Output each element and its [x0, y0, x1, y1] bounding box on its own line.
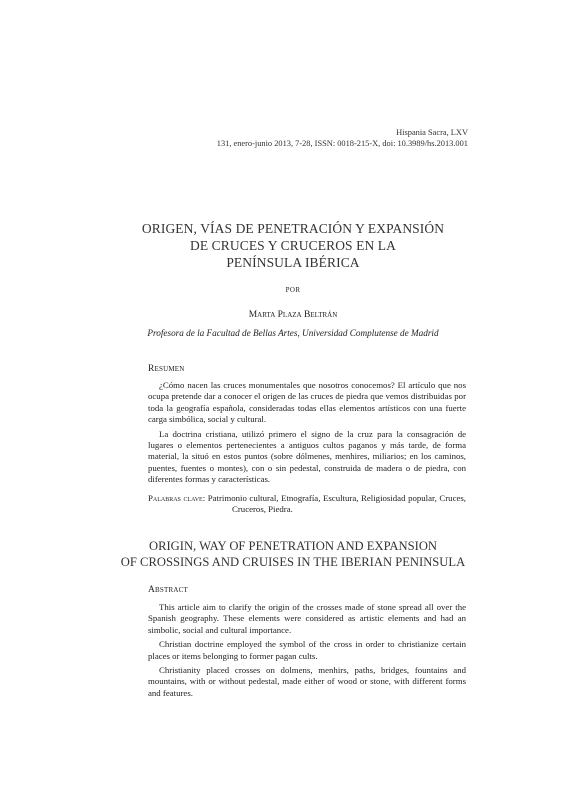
spanish-title	[118, 220, 468, 271]
resumen-body	[148, 380, 466, 489]
keywords	[148, 493, 466, 516]
author-affiliation: Profesora de la Facultad de Bellas Artes, Universidad Complutense de Madrid	[147, 328, 439, 338]
english-title-line-1: ORIGIN, WAY OF PENETRATION AND EXPANSION	[148, 539, 438, 553]
resumen-paragraph-2: La doctrina cristiana, utilizó primero el signo de la cruz para la consagración de lugares o elementos pertenecientes a antiguos cultos paganos y más tarde, de forma material, la situó en estos puntos (sobre dólmenes, menhires, miliarios; en los caminos, puentes, fuentes o montes), con o sin pedestal, construida de madera o de piedra, con diferentes formas y características.	[148, 428, 466, 485]
journal-header	[217, 127, 468, 149]
abstract-paragraph-3: Christianity placed crosses on dolmens, menhirs, paths, bridges, fountains and mountains, with or without pedestal, made either of wood or stone, with different forms and features.	[148, 665, 466, 698]
english-title	[98, 538, 488, 570]
citation-line: 131, enero-junio 2013, 7-28, ISSN: 0018-215-X, doi: 10.3989/hs.2013.001	[216, 139, 468, 148]
resumen-heading: Resumen	[148, 364, 185, 374]
abstract-paragraph-1: This article aim to clarify the origin of the crosses made of stone spread all over the Spanish geography. These elements were considered as artistic elements and had an simbolic, social and cultural importance.	[148, 602, 466, 635]
resumen-paragraph-1: ¿Cómo nacen las cruces monumentales que nosotros conocemos? El artículo que nos ocupa pretende dar a conocer el origen de las cruces de piedra que vemos distribuidas por toda la geografía española, consideradas todas ellas elementos artísticos con una fuerte carga simbólica, social y cultural.	[148, 380, 466, 425]
by-label: POR	[285, 286, 301, 294]
abstract-heading: Abstract	[148, 585, 188, 595]
spanish-title-line-2: DE CRUCES Y CRUCEROS EN LA	[190, 238, 396, 253]
author-name: Marta Plaza Beltrán	[248, 310, 338, 320]
abstract-paragraph-2: Christian doctrine employed the symbol of the cross in order to christianize certain places or items belonging to former pagan cults.	[148, 639, 466, 661]
english-title-line-2: OF CROSSINGS AND CRUISES IN THE IBERIAN PENINSULA	[120, 555, 466, 569]
journal-name: Hispania Sacra, LXV	[396, 128, 468, 137]
abstract-body	[148, 602, 466, 702]
spanish-title-line-3: PENÍNSULA IBÉRICA	[226, 255, 360, 270]
spanish-title-line-1: ORIGEN, VÍAS DE PENETRACIÓN Y EXPANSIÓN	[141, 221, 445, 236]
keywords-label: Palabras clave:	[148, 493, 206, 503]
keywords-text: Patrimonio cultural, Etnografía, Escultura, Religiosidad popular, Cruces, Cruceros, Piedra.	[207, 493, 466, 515]
